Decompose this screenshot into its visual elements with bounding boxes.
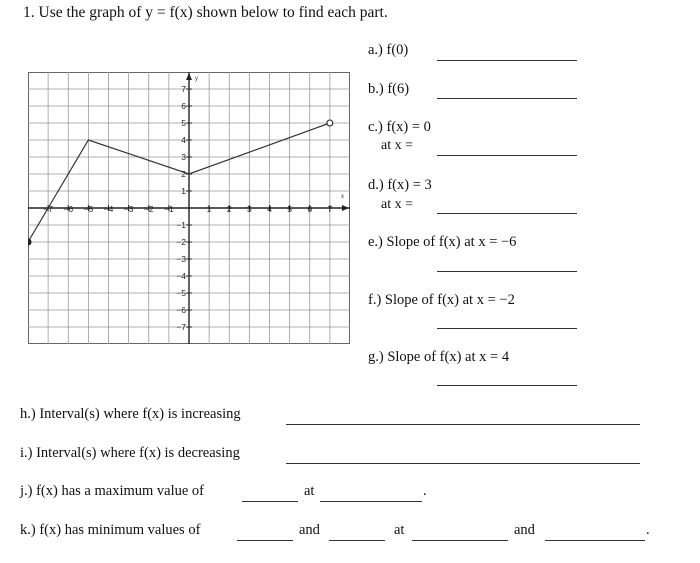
part-k-min-value-2-blank[interactable]	[329, 540, 385, 541]
part-j-max-value-blank[interactable]	[242, 501, 298, 502]
graph-axes	[28, 72, 350, 344]
x-tick-label: 4	[267, 204, 272, 214]
y-tick-label: −2	[176, 237, 186, 247]
x-tick-label: −7	[43, 204, 53, 214]
part-c-sub-label: at x =	[381, 138, 413, 153]
y-tick-label: 1	[181, 186, 186, 196]
part-h-answer-blank[interactable]	[286, 424, 640, 425]
x-tick-label: 2	[226, 204, 232, 214]
part-h-label: h.) Interval(s) where f(x) is increasing	[20, 406, 241, 422]
y-axis-arrow	[186, 73, 192, 80]
part-b-answer-blank[interactable]	[437, 98, 577, 99]
part-k-period: .	[646, 522, 650, 538]
y-tick-label: 7	[181, 84, 186, 94]
x-axis-label: x	[341, 194, 344, 200]
part-b-label: b.) f(6)	[368, 81, 410, 97]
part-i-answer-blank[interactable]	[286, 463, 640, 464]
x-tick-label: 6	[307, 204, 313, 214]
part-e-answer-blank[interactable]	[437, 271, 577, 272]
part-k-at-word: at	[394, 522, 405, 538]
part-i-label: i.) Interval(s) where f(x) is decreasing	[20, 445, 240, 461]
part-f-label: f.) Slope of f(x) at x = −2	[368, 292, 515, 308]
y-tick-label: 2	[181, 169, 186, 179]
part-c-label: c.) f(x) = 0	[368, 119, 431, 135]
x-tick-label: −4	[103, 204, 114, 214]
part-f-answer-blank[interactable]	[437, 328, 577, 329]
part-k-label: k.) f(x) has minimum values of	[20, 522, 201, 538]
part-j-period: .	[423, 483, 427, 499]
y-tick-label: 5	[181, 118, 186, 128]
y-tick-label: 6	[181, 101, 186, 111]
part-d-label: d.) f(x) = 3	[368, 177, 432, 193]
x-tick-label: −6	[63, 204, 74, 214]
part-e-label: e.) Slope of f(x) at x = −6	[368, 234, 517, 250]
function-graph	[28, 72, 350, 344]
part-a-answer-blank[interactable]	[437, 60, 577, 61]
part-k-and-word-1: and	[299, 522, 320, 538]
x-tick-label: 7	[327, 204, 333, 214]
y-tick-label: −4	[176, 271, 186, 281]
part-k-at-value-2-blank[interactable]	[545, 540, 645, 541]
part-g-label: g.) Slope of f(x) at x = 4	[368, 349, 510, 365]
part-c-answer-blank[interactable]	[437, 155, 577, 156]
x-tick-label: 3	[247, 204, 252, 214]
x-tick-label: −3	[123, 204, 134, 214]
part-j-label: j.) f(x) has a maximum value of	[20, 483, 205, 499]
y-tick-label: 3	[181, 152, 186, 162]
part-g-answer-blank[interactable]	[437, 385, 577, 386]
part-k-at-value-1-blank[interactable]	[412, 540, 508, 541]
part-k-min-value-1-blank[interactable]	[237, 540, 293, 541]
open-endpoint-dot	[327, 120, 333, 126]
y-tick-label: −7	[176, 322, 186, 332]
x-tick-label: 5	[287, 204, 292, 214]
problem-title: 1. Use the graph of y = f(x) shown below to find each part.	[23, 4, 388, 21]
part-d-sub-label: at x =	[381, 197, 413, 212]
x-tick-label: −1	[164, 204, 174, 214]
y-axis-label: y	[195, 76, 198, 82]
part-k-and-word-2: and	[514, 522, 535, 538]
x-axis-arrow	[342, 205, 349, 211]
part-j-at-word: at	[304, 483, 315, 499]
closed-endpoint-dot	[28, 239, 31, 245]
y-tick-label: −3	[176, 254, 186, 264]
x-tick-label: −2	[143, 204, 154, 214]
y-tick-label: 4	[181, 135, 186, 145]
y-tick-label: −1	[176, 220, 186, 230]
part-j-at-value-blank[interactable]	[320, 501, 422, 502]
x-tick-label: −5	[83, 204, 94, 214]
y-tick-label: −5	[176, 288, 186, 298]
part-a-label: a.) f(0)	[368, 42, 409, 58]
y-tick-label: −6	[176, 305, 186, 315]
x-tick-label: 1	[206, 204, 212, 214]
part-d-answer-blank[interactable]	[437, 213, 577, 214]
